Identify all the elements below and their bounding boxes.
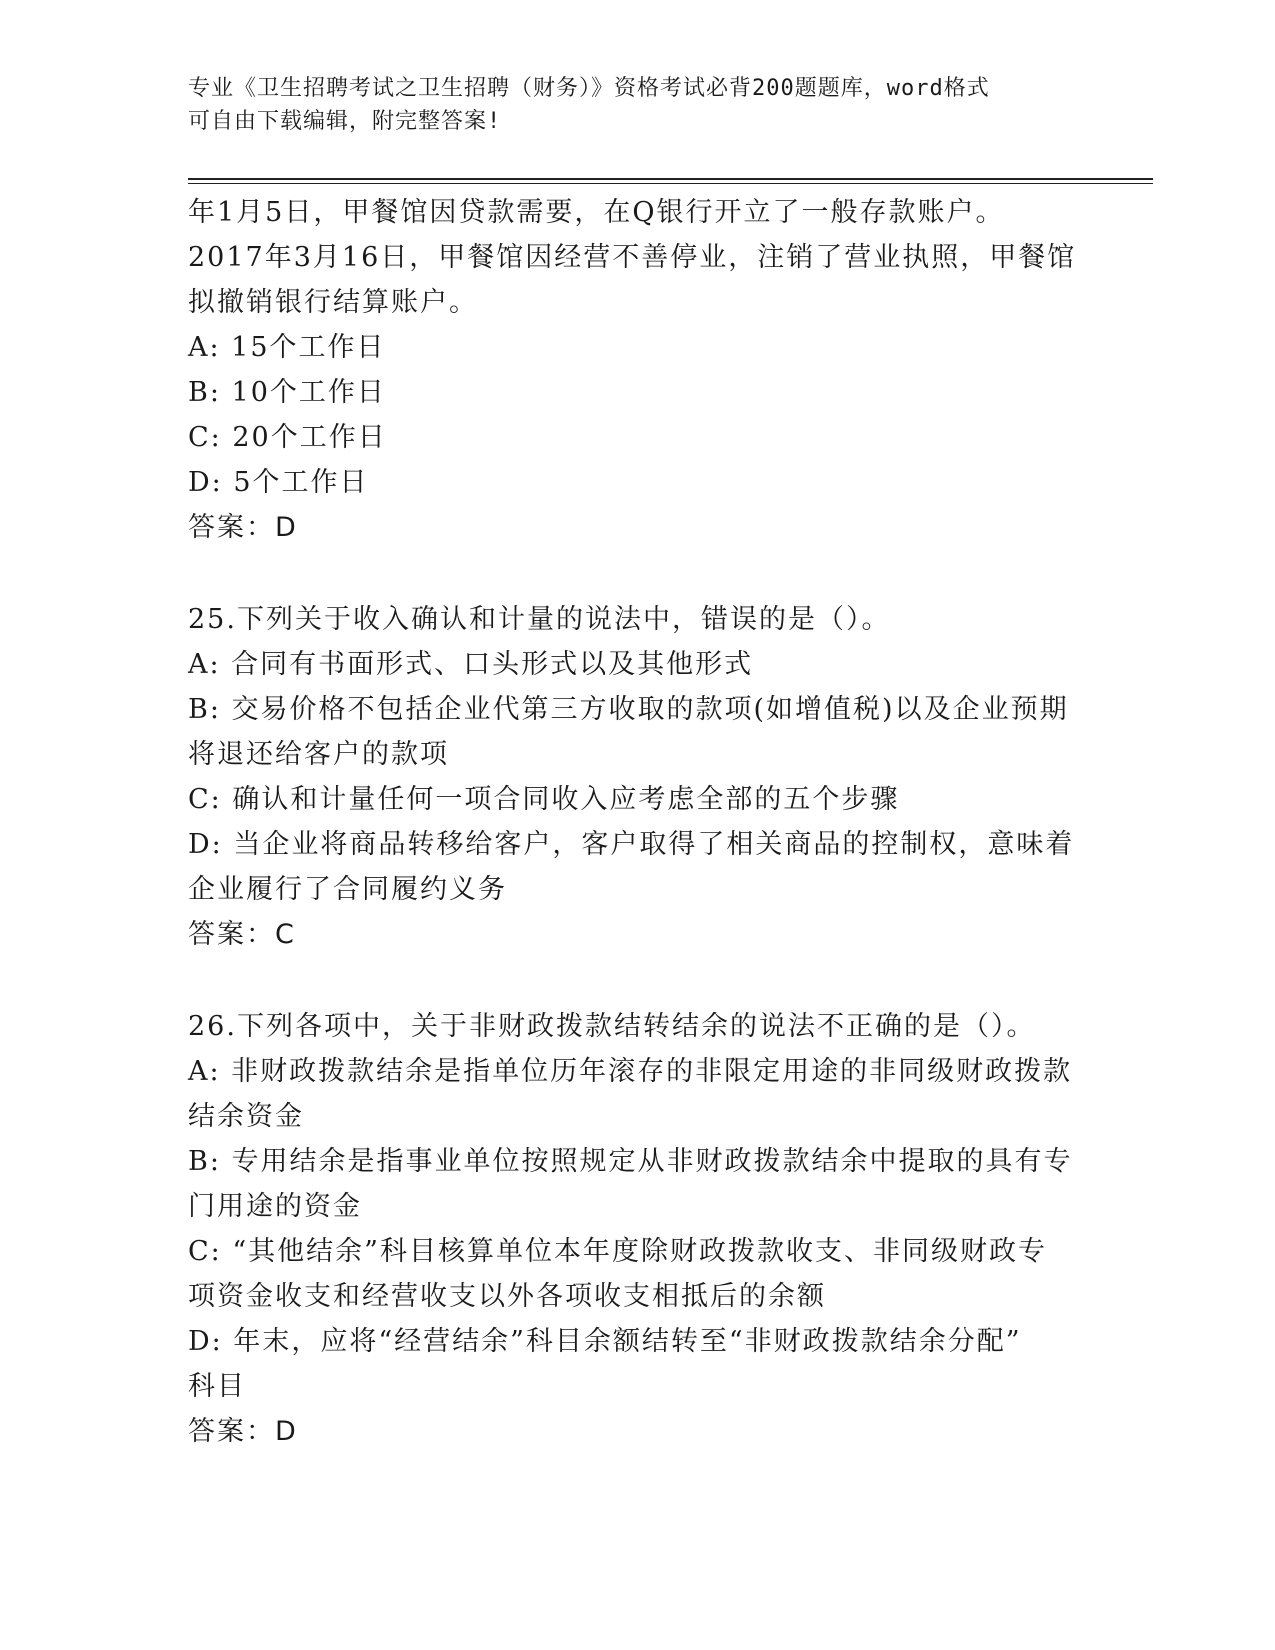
spacer bbox=[188, 550, 1088, 597]
option-d-line-1: D: 当企业将商品转移给客户，客户取得了相关商品的控制权，意味着 bbox=[188, 829, 1075, 860]
option-d-line-2: 企业履行了合同履约义务 bbox=[188, 874, 507, 905]
option-d-line-2: 科目 bbox=[188, 1371, 246, 1402]
option-a: A: 15个工作日 bbox=[188, 332, 386, 363]
question-26 bbox=[188, 1004, 1088, 1454]
option-b: B: 10个工作日 bbox=[188, 377, 386, 408]
answer-label: 答案：D bbox=[188, 512, 298, 543]
option-b-line-2: 门用途的资金 bbox=[188, 1191, 362, 1222]
option-b-line-2: 将退还给客户的款项 bbox=[188, 739, 449, 770]
header-rule-thick bbox=[188, 178, 1153, 180]
option-c: C: 确认和计量任何一项合同收入应考虑全部的五个步骤 bbox=[188, 784, 900, 815]
option-b-line-1: B: 交易价格不包括企业代第三方收取的款项(如增值税)以及企业预期 bbox=[188, 694, 1069, 725]
option-a: A: 合同有书面形式、口头形式以及其他形式 bbox=[188, 649, 754, 680]
question-24 bbox=[188, 190, 1088, 550]
header-rule-thin bbox=[188, 183, 1153, 184]
question-stem: 26.下列各项中，关于非财政拨款结转结余的说法不正确的是（）。 bbox=[188, 1011, 1036, 1042]
question-stem-line: 年1月5日，甲餐馆因贷款需要，在Q银行开立了一般存款账户。 bbox=[188, 197, 1005, 228]
option-c-line-1: C: “其他结余”科目核算单位本年度除财政拨款收支、非同级财政专 bbox=[188, 1236, 1047, 1267]
option-d: D: 5个工作日 bbox=[188, 467, 369, 498]
option-c-line-2: 项资金收支和经营收支以外各项收支相抵后的余额 bbox=[188, 1281, 826, 1312]
answer-label: 答案：D bbox=[188, 1416, 298, 1447]
question-25 bbox=[188, 597, 1088, 957]
question-list bbox=[188, 190, 1088, 1454]
header-line-2: 可自由下载编辑，附完整答案! bbox=[188, 109, 502, 134]
question-stem-line: 2017年3月16日，甲餐馆因经营不善停业，注销了营业执照，甲餐馆 bbox=[188, 242, 1077, 273]
option-b-line-1: B: 专用结余是指事业单位按照规定从非财政拨款结余中提取的具有专 bbox=[188, 1146, 1073, 1177]
option-a-line-2: 结余资金 bbox=[188, 1101, 304, 1132]
question-stem-line: 拟撤销银行结算账户。 bbox=[188, 287, 478, 318]
question-stem: 25.下列关于收入确认和计量的说法中，错误的是（）。 bbox=[188, 604, 891, 635]
spacer bbox=[188, 957, 1088, 1004]
option-a-line-1: A: 非财政拨款结余是指单位历年滚存的非限定用途的非同级财政拨款 bbox=[188, 1056, 1073, 1087]
option-c: C: 20个工作日 bbox=[188, 422, 387, 453]
option-d-line-1: D: 年末，应将“经营结余”科目余额结转至“非财政拨款结余分配” bbox=[188, 1326, 1022, 1357]
answer-label: 答案：C bbox=[188, 919, 296, 950]
header-line-1: 专业《卫生招聘考试之卫生招聘（财务）》资格考试必背200题题库，word格式 bbox=[188, 76, 990, 101]
document-header bbox=[188, 72, 1088, 138]
